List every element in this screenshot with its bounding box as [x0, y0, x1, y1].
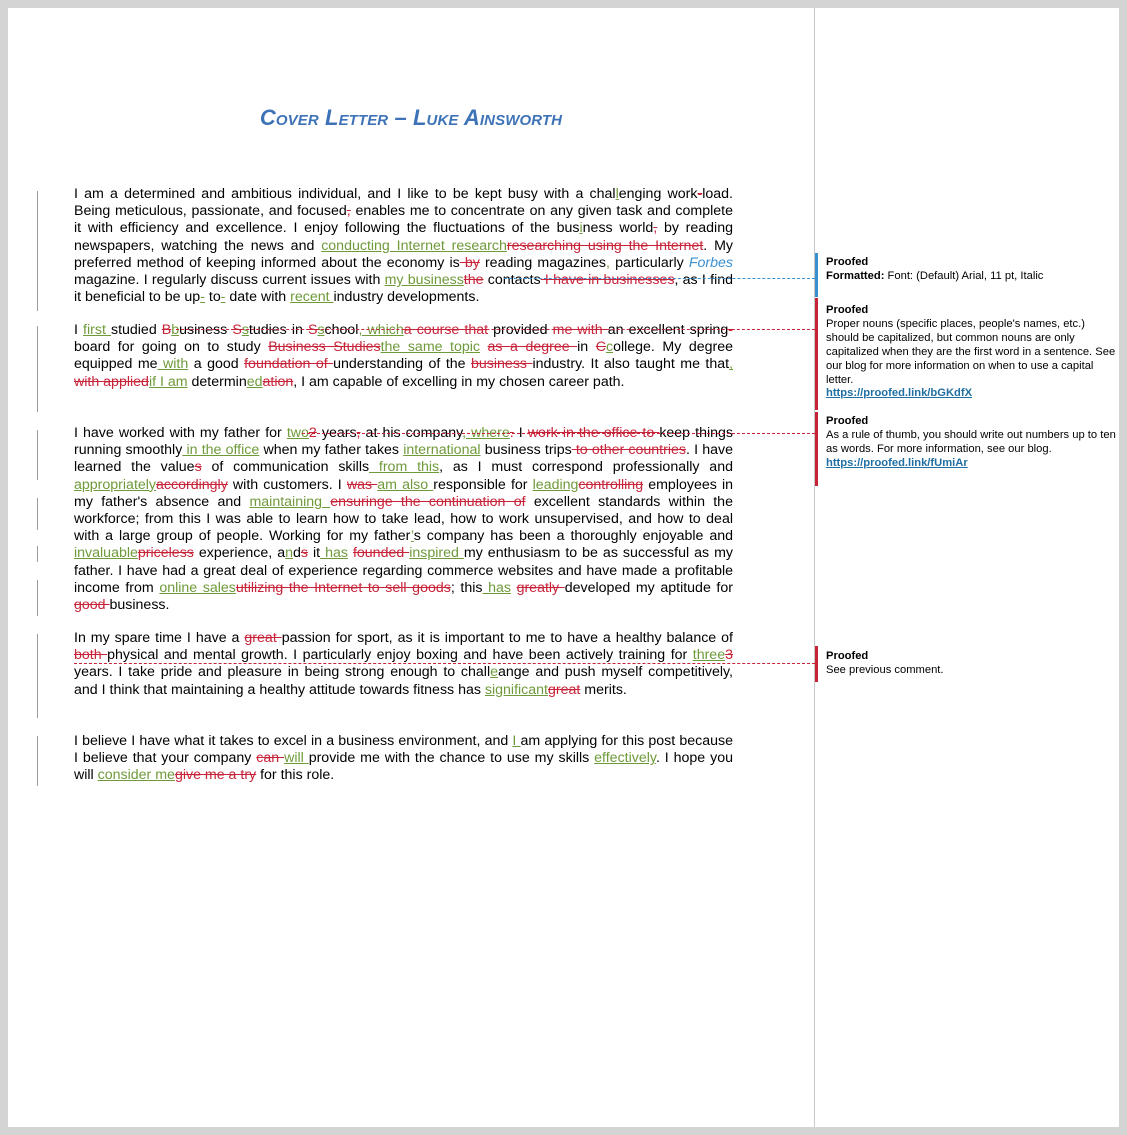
body-text: . I have learned the value [74, 442, 733, 476]
comment-link[interactable]: https://proofed.link/fUmiAr [826, 456, 968, 469]
paragraph-hobbies [74, 630, 733, 699]
inserted-text: consider me [97, 767, 175, 784]
inserted-text: in the office [182, 442, 260, 459]
inserted-text: effectively [594, 750, 656, 767]
comment-marker [815, 412, 818, 486]
deleted-text: ation [262, 373, 294, 390]
inserted-text: am also [377, 476, 434, 493]
change-bar [37, 326, 38, 412]
body-text: ness world [582, 220, 654, 237]
deleted-text: by [459, 254, 480, 271]
change-bar [37, 736, 38, 786]
body-text [480, 339, 488, 355]
comment-author: Proofed [826, 650, 869, 662]
body-text: reading magazines [479, 254, 607, 271]
comment-capitalization[interactable] [826, 304, 1116, 401]
body-text: years. I take pride and pleasure in being strong enough to chall [74, 664, 491, 681]
deleted-text: . [509, 425, 514, 441]
inserted-text: inspired [409, 545, 464, 562]
body-text: , I am capable of excelling in my chosen career path. [293, 373, 625, 390]
deleted-text: ensuringe the continuation of [330, 493, 526, 510]
deleted-text: , [346, 203, 351, 220]
body-text: s company has been a thoroughly enjoyable and [413, 528, 734, 545]
deleted-text: foundation of [244, 356, 334, 373]
body-text: enging work [618, 186, 698, 202]
deleted-text: S [232, 322, 242, 338]
inserted-text: appropriately [74, 476, 157, 493]
inserted-text: from this [369, 459, 440, 476]
body-text: for this role. [256, 767, 335, 784]
document-title: Cover Letter – Luke Ainsworth [259, 105, 563, 130]
paragraph-closing [74, 733, 733, 785]
body-text: . My preferred method of keeping informed about the economy is [74, 237, 733, 271]
body-text: employees in my father's absence and [74, 476, 734, 510]
inserted-text: if I am [148, 373, 188, 390]
inserted-text: , [606, 254, 610, 271]
body-text: with customers. I [227, 476, 347, 493]
inserted-text: conducting Internet research [321, 237, 507, 254]
comment-author: Proofed [826, 304, 869, 316]
change-bar [37, 430, 38, 480]
document-page [8, 8, 814, 1127]
comment-connector [176, 329, 815, 330]
body-text: by reading newspapers, watching the news and [74, 220, 733, 254]
inserted-text: has [482, 579, 511, 596]
change-bar [37, 498, 38, 530]
deleted-text: , [356, 425, 361, 441]
paragraph-intro [74, 186, 733, 306]
deleted-text: I have in businesses [540, 272, 675, 289]
body-text: I have worked with my father for [74, 425, 287, 441]
deleted-text: greatly [516, 579, 565, 596]
deleted-text: - [697, 186, 703, 202]
comment-marker [815, 646, 818, 682]
deleted-text: 2 [308, 425, 317, 441]
inserted-text: significant [484, 681, 548, 698]
deleted-text: 3 [725, 647, 733, 664]
inserted-text: l [615, 186, 619, 202]
change-bar [37, 546, 38, 562]
inserted-text: i [579, 220, 583, 237]
body-text: determin [187, 373, 247, 390]
body-text: chool [324, 322, 359, 338]
deleted-text: as a degree [487, 339, 578, 356]
inserted-text: n [285, 545, 293, 562]
inserted-text: recent [290, 289, 334, 306]
formatted-text: Forbes [688, 254, 733, 271]
body-text: an excellent spring [607, 322, 729, 338]
deleted-text: controlling [578, 476, 644, 493]
body-text: am applying for this post because I believe that your company [74, 733, 733, 767]
inserted-text: two [286, 425, 309, 441]
body-text: provided [488, 322, 553, 338]
body-text: magazine. I regularly discuss current issues with [74, 272, 385, 289]
deleted-text: me with [552, 322, 608, 338]
change-bar [37, 634, 38, 718]
body-text: provide me with the chance to use my skills [308, 750, 595, 767]
body-text: industry developments. [333, 289, 480, 306]
comment-body: Formatted: Font: (Default) Arial, 11 pt, Italic [826, 269, 1044, 282]
body-text: at his company [360, 425, 463, 441]
inserted-text: has [320, 545, 348, 562]
deleted-text: both [74, 647, 108, 664]
inserted-text: invaluable [74, 545, 138, 562]
inserted-text: the same topic [380, 339, 481, 356]
body-text: In my spare time I have a [74, 630, 245, 646]
inserted-text: - [200, 289, 205, 306]
change-bar [37, 580, 38, 616]
margin-divider [814, 8, 815, 1127]
deleted-text: B [161, 322, 172, 338]
deleted-text: priceless [137, 545, 194, 562]
deleted-text: s [194, 459, 202, 476]
body-text: I believe I have what it takes to excel in a business environment, and [74, 733, 513, 749]
body-text: I [513, 425, 528, 441]
comment-body: See previous comment. [826, 663, 944, 676]
body-text: load. Being meticulous, passionate, and focused [74, 186, 733, 220]
inserted-text: maintaining [249, 493, 331, 510]
body-text: keep things running smoothly [74, 425, 733, 459]
deleted-text: to other countries [571, 442, 686, 459]
inserted-text: c [605, 339, 614, 356]
body-text: in [577, 339, 596, 356]
comment-connector [302, 433, 815, 434]
deleted-text: business [471, 356, 533, 373]
change-bar [37, 191, 38, 311]
inserted-text: ed [246, 373, 263, 390]
body-text: when my father takes [259, 442, 404, 459]
paragraph-education [74, 322, 733, 391]
inserted-text: first [83, 322, 111, 338]
body-text: . I hope you will [74, 750, 733, 784]
body-text: my enthusiasm to be as successful as my father. I have had a great deal of experience regarding commerce websites and have made a profitable income from [74, 545, 733, 596]
comment-connector [74, 663, 815, 664]
deleted-text: give me a try [174, 767, 257, 784]
deleted-text: great [548, 681, 581, 698]
body-text: d [293, 545, 301, 562]
deleted-text: work in the office to [527, 425, 660, 441]
body-text: of communication skills [201, 459, 370, 476]
body-text: particularly [609, 254, 689, 271]
body-text: passion for sport, as it is important to me to have a healthy balance of [281, 630, 733, 646]
body-text: understanding of the [333, 356, 472, 373]
deleted-text: - [728, 322, 734, 338]
inserted-text: international [403, 442, 481, 459]
deleted-text: Business Studies [268, 339, 381, 356]
body-text: , as I find it beneficial to be up [74, 272, 734, 306]
body-text: ollege. My degree equipped me [74, 339, 733, 373]
deleted-text: the [463, 272, 484, 289]
comment-marker [815, 253, 818, 297]
deleted-text: S [307, 322, 318, 338]
deleted-text: was [346, 476, 378, 493]
inserted-text: leading [532, 476, 579, 493]
body-text: excellent standards within the workforce; from this I was able to learn how to take lead, how to work unsupervised, and how to deal with a large group of people. Working for my father [74, 493, 733, 545]
comment-author: Proofed [826, 256, 869, 268]
body-text: contacts [483, 272, 541, 289]
inserted-text: with [157, 356, 189, 373]
inserted-text: b [171, 322, 180, 338]
deleted-text: with applied [74, 373, 149, 390]
body-text: responsible for [433, 476, 533, 493]
body-text: merits. [580, 681, 627, 698]
inserted-text: , [729, 356, 734, 373]
comment-connector [504, 278, 815, 279]
comment-numbers[interactable] [826, 415, 1116, 471]
comment-marker [815, 298, 818, 410]
body-text: business trips [480, 442, 572, 459]
body-text: tudies in [248, 322, 308, 338]
inserted-text: s [317, 322, 325, 338]
body-text: , as I must correspond professionally and [439, 459, 733, 476]
body-text: developed my aptitude for [564, 579, 733, 596]
body-text: physical and mental growth. I particularly enjoy boxing and have been actively training for [107, 647, 693, 664]
body-text: I am a determined and ambitious individual, and I like to be kept busy with a chal [74, 186, 616, 202]
body-text: ; this [450, 579, 483, 596]
body-text: to [204, 289, 221, 306]
deleted-text: accordingly [156, 476, 228, 493]
deleted-text: great [244, 630, 282, 646]
body-text: studied [110, 322, 162, 338]
deleted-text: can [256, 750, 285, 767]
comment-link[interactable]: https://proofed.link/bGKdfX [826, 387, 973, 400]
body-text: enables me to concentrate on any given task and complete it with efficiency and excellence. I enjoy following the fluctuations of the bus [74, 203, 733, 237]
inserted-text: I [512, 733, 521, 749]
inserted-text: , where [462, 425, 510, 441]
inserted-text: online sales [159, 579, 236, 596]
inserted-text: ’ [410, 528, 414, 545]
body-text: years [316, 425, 357, 441]
body-text: usiness [179, 322, 233, 338]
deleted-text: utilizing the Internet to sell goods [235, 579, 451, 596]
inserted-text: , which [358, 322, 404, 338]
deleted-text: a course that [403, 322, 489, 338]
deleted-text: , [653, 220, 658, 237]
body-text: date with [225, 289, 291, 306]
inserted-text: three [692, 647, 726, 664]
deleted-text: C [595, 339, 606, 356]
body-text: board for going on to study [74, 339, 269, 356]
body-text: business. [109, 597, 170, 614]
body-text: a good [188, 356, 245, 373]
inserted-text: will [284, 750, 309, 767]
body-text: I [74, 322, 84, 338]
body-text: industry. It also taught me that [532, 356, 730, 373]
inserted-text: e [490, 664, 499, 681]
comment-formatting[interactable] [826, 256, 1116, 284]
body-text: it [307, 545, 321, 562]
deleted-text: founded [352, 545, 410, 562]
inserted-text: - [220, 289, 226, 306]
deleted-text: good [74, 597, 110, 614]
comment-author: Proofed [826, 415, 869, 427]
deleted-text: s [300, 545, 308, 562]
comment-body: As a rule of thumb, you should write out numbers up to ten as words. For more information, see our blog. [826, 428, 1116, 455]
comment-body: Proper nouns (specific places, people's names, etc.) should be capitalized, but common nouns are only capitalized when they are the first word in a sentence. See our blog for more information on when to use a capital letter. [826, 317, 1116, 386]
body-text: ange and push myself competitively, and I think that maintaining a healthy attitude towards fitness has [74, 664, 733, 698]
body-text: experience, a [193, 545, 286, 562]
paragraph-experience [74, 425, 733, 614]
comment-see-previous[interactable] [826, 650, 1116, 678]
deleted-text: researching using the Internet [506, 237, 704, 254]
inserted-text: s [241, 322, 249, 338]
inserted-text: my business [384, 272, 464, 289]
